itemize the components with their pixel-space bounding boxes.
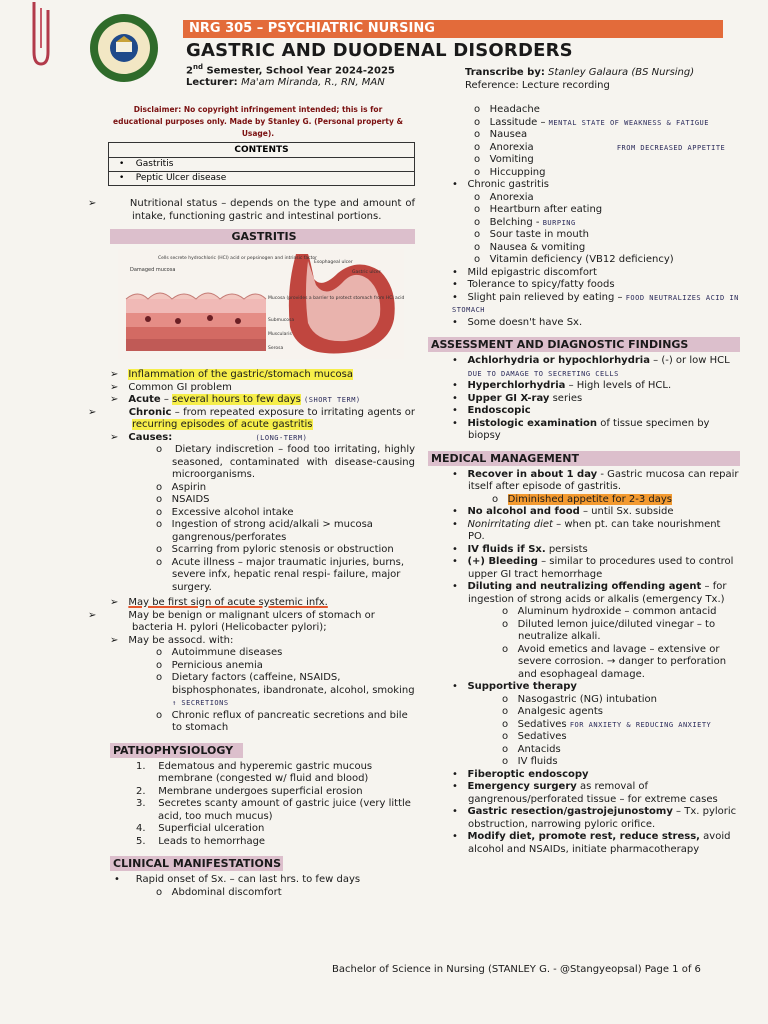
gastritis-bullet: • Tolerance to spicy/fatty foods bbox=[452, 279, 615, 290]
right-column bbox=[428, 104, 740, 856]
pathophysiology-header: PATHOPHYSIOLOGY bbox=[110, 743, 243, 758]
medical-item: • IV fluids if Sx. persists bbox=[452, 543, 588, 555]
contents-item: • Peptic Ulcer disease bbox=[119, 173, 227, 183]
cause-item: o Ingestion of strong acid/alkali > mucosa gangrenous/perforates bbox=[156, 519, 373, 543]
tail-item: • Emergency surgery as removal of gangrenous/perforated tissue – for extreme cases bbox=[452, 781, 718, 805]
gastritis-item: ➢ Common GI problem bbox=[110, 381, 232, 393]
img-label: Serosa bbox=[268, 346, 284, 351]
assoc-item: o Dietary factors (caffeine, NSAIDS, bisphosphonates, ibandronate, alcohol, smoking ↑ SECRETIONS bbox=[156, 672, 415, 707]
supportive-item: o Analgesic agents bbox=[502, 706, 604, 717]
binder-clip-icon bbox=[28, 0, 54, 70]
clinical-header: CLINICAL MANIFESTATIONS bbox=[110, 856, 283, 871]
chronic-sx-item: o Heartburn after eating bbox=[474, 204, 603, 215]
assoc-list bbox=[110, 647, 415, 735]
transcriber-line: Transcribe by: Stanley Galaura (BS Nursing) bbox=[465, 67, 695, 78]
tail-item: • Modify diet, promote rest, reduce stress, avoid alcohol and NSAIDs, initiate pharmacotherapy bbox=[452, 831, 731, 855]
medical-subitem: o Diminished appetite for 2-3 days bbox=[492, 493, 672, 505]
acute-sx-item: o Nausea bbox=[474, 129, 528, 140]
gastritis-bullet: • Some doesn't have Sx. bbox=[452, 316, 583, 328]
cause-item: o Dietary indiscretion – food too irritating, highly seasoned, contaminated with disease-causing microorganisms. bbox=[156, 444, 416, 480]
img-label: Muscularis bbox=[268, 332, 292, 337]
lecturer-line: Lecturer: Ma'am Miranda, R., RN, MAN bbox=[186, 77, 385, 88]
patho-item: 3. Secretes scanty amount of gastric juice (very little acid, too much mucus) bbox=[136, 798, 411, 822]
causes-list bbox=[110, 444, 415, 594]
img-label: Cells secrete hydrochloric (HCl) acid or pepsinogen and intrinsic factor bbox=[158, 256, 317, 261]
contents-table bbox=[108, 142, 415, 186]
img-label: Mucosa (provides a barrier to protect stomach from HCl acid) bbox=[268, 296, 404, 301]
dilute-list bbox=[428, 606, 740, 681]
img-label: Gastric ulcer bbox=[352, 270, 381, 275]
img-label: Esophageal ulcer bbox=[314, 260, 353, 265]
assessment-item: • Upper GI X-ray series bbox=[452, 392, 583, 404]
assessment-header: ASSESSMENT AND DIAGNOSTIC FINDINGS bbox=[428, 337, 740, 352]
gastritis-item: ➢ Chronic – from repeated exposure to irritating agents or recurring episodes of acute gastritis bbox=[88, 406, 416, 430]
medical-item: • Recover in about 1 day - Gastric mucosa can repair itself after episode of gastritis. bbox=[452, 468, 739, 492]
semester-line: 2nd Semester, School Year 2024-2025 bbox=[186, 63, 395, 77]
dilute-item: o Avoid emetics and lavage – extensive or severe corrosion. → danger to perforation and esophageal damage. bbox=[502, 643, 727, 680]
acute-sx-item: o Headache bbox=[474, 104, 540, 115]
page-title: GASTRIC AND DUODENAL DISORDERS bbox=[186, 40, 573, 61]
patho-item: 2. Membrane undergoes superficial erosion bbox=[136, 785, 363, 797]
chronic-sx-list bbox=[428, 192, 740, 267]
cause-item: o NSAIDS bbox=[156, 494, 210, 505]
disclaimer: Disclaimer: No copyright infringement intended; this is for educational purposes only. Made by Stanley G. (Personal property & Usage). bbox=[113, 105, 403, 138]
dilute-item: o Aluminum hydroxide – common antacid bbox=[502, 606, 717, 617]
cause-item: o Scarring from pyloric stenosis or obstruction bbox=[156, 544, 394, 555]
patho-list bbox=[110, 761, 415, 849]
gastritis-item: ➢ May be assocd. with: bbox=[110, 634, 234, 646]
gastritis-bullet: • Mild epigastric discomfort bbox=[452, 266, 597, 278]
medical-item: • No alcohol and food – until Sx. subside bbox=[452, 506, 674, 517]
img-label: Damaged mucosa bbox=[130, 267, 176, 273]
tail-item: • Gastric resection/gastrojejunostomy – Tx. pyloric obstruction, narrowing pyloric orifice. bbox=[452, 806, 737, 830]
college-logo bbox=[88, 12, 160, 84]
supportive-item: o IV fluids bbox=[502, 756, 558, 767]
chronic-sx-item: o Vitamin deficiency (VB12 deficiency) bbox=[474, 254, 674, 265]
chronic-sx-item: o Belching - BURPING bbox=[474, 216, 576, 228]
tail-list bbox=[428, 769, 740, 857]
patho-item: 5. Leads to hemorrhage bbox=[136, 835, 266, 847]
supportive-item: o Nasogastric (NG) intubation bbox=[502, 693, 657, 705]
chronic-sx-item: o Anorexia bbox=[474, 191, 534, 203]
medical-management-header: MEDICAL MANAGEMENT bbox=[428, 451, 740, 466]
acute-sx-item: o Lassitude – MENTAL STATE OF WEAKNESS & FATIGUE bbox=[474, 116, 709, 128]
acute-sx-list bbox=[428, 104, 740, 179]
gastritis-header: GASTRITIS bbox=[110, 229, 415, 244]
left-column bbox=[88, 198, 416, 899]
course-banner: NRG 305 – PSYCHIATRIC NURSING bbox=[183, 20, 723, 38]
medical-item: • Nonirritating diet – when pt. can take nourishment PO. bbox=[452, 518, 721, 542]
assessment-item: • Endoscopic bbox=[452, 405, 531, 416]
supportive-label: • Supportive therapy bbox=[452, 681, 577, 692]
contents-title: CONTENTS bbox=[109, 143, 414, 158]
cause-item: o Acute illness – major traumatic injuries, burns, severe infx, hepatic renal respi- failure, major surgery. bbox=[156, 556, 404, 593]
chronic-sx-item: o Sour taste in mouth bbox=[474, 229, 590, 240]
chronic-sx-item: o Nausea & vomiting bbox=[474, 241, 586, 253]
assoc-item: o Chronic reflux of pancreatic secretions and bile to stomach bbox=[156, 709, 408, 733]
assoc-item: o Autoimmune diseases bbox=[156, 647, 283, 658]
reference-line: Reference: Lecture recording bbox=[465, 80, 610, 91]
cause-item: o Excessive alcohol intake bbox=[156, 506, 294, 518]
acute-sx-item: o Hiccupping bbox=[474, 166, 546, 178]
supportive-item: o Antacids bbox=[502, 743, 561, 755]
dilute-item: o Diluted lemon juice/diluted vinegar – to neutralize alkali. bbox=[502, 618, 716, 642]
patho-item: 4. Superficial ulceration bbox=[136, 823, 265, 834]
medical-item: • Diluting and neutralizing offending agent – for ingestion of strong acids or alkalis (emergency Tx.) bbox=[452, 581, 727, 605]
gastritis-item: ➢ May be benign or malignant ulcers of stomach or bacteria H. pylori (Helicobacter pylori); bbox=[88, 609, 375, 633]
gastritis-item: ➢ May be first sign of acute systemic infx. bbox=[110, 597, 328, 608]
clinical-item: • Rapid onset of Sx. – can last hrs. to few days bbox=[114, 874, 361, 885]
assessment-item: • Achlorhydria or hypochlorhydria – (-) or low HCL DUE TO DAMAGE TO SECRETING CELLS bbox=[452, 355, 730, 378]
gastritis-bullet: • Slight pain relieved by eating – FOOD NEUTRALIZES ACID IN STOMACH bbox=[452, 291, 739, 314]
img-label: Submucosa bbox=[268, 318, 295, 323]
acute-sx-item: o Vomiting bbox=[474, 154, 534, 165]
contents-item: • Gastritis bbox=[109, 158, 414, 172]
page-footer: Bachelor of Science in Nursing (STANLEY G. - @Stangyeopsal) Page 1 of 6 bbox=[332, 964, 701, 975]
assessment-item: • Histologic examination of tissue specimen by biopsy bbox=[452, 417, 710, 441]
supportive-list bbox=[428, 694, 740, 769]
medical-list bbox=[428, 469, 740, 607]
medical-item: • (+) Bleeding – similar to procedures used to control upper GI tract hemorrhage bbox=[452, 556, 734, 580]
assoc-item: o Pernicious anemia bbox=[156, 659, 263, 671]
assessment-list bbox=[428, 355, 740, 443]
assessment-item: • Hyperchlorhydria – High levels of HCL. bbox=[452, 380, 672, 391]
supportive-item: o Sedatives bbox=[502, 731, 567, 742]
nutritional-status: ➢ Nutritional status – depends on the type and amount of intake, functioning gastric and intestinal portions. bbox=[88, 198, 415, 222]
tail-item: • Fiberoptic endoscopy bbox=[452, 768, 589, 780]
acute-sx-item: o Anorexia FROM DECREASED APPETITE bbox=[474, 141, 726, 153]
gastritis-item: ➢ Causes: (LONG-TERM) bbox=[110, 431, 308, 443]
gastritis-item: ➢ Acute – several hours to few days (SHORT TERM) bbox=[110, 394, 361, 405]
gastritis-illustration bbox=[118, 249, 404, 359]
supportive-item: o Sedatives FOR ANXIETY & REDUCING ANXIETY bbox=[502, 718, 712, 730]
gastritis-item: ➢ Inflammation of the gastric/stomach mucosa bbox=[110, 369, 353, 380]
patho-item: 1. Edematous and hyperemic gastric mucous membrane (congested w/ fluid and blood) bbox=[136, 760, 373, 784]
cause-item: o Aspirin bbox=[156, 481, 207, 493]
chronic-gastritis-label: • Chronic gastritis bbox=[452, 179, 549, 190]
clinical-item: o Abdominal discomfort bbox=[156, 886, 282, 898]
